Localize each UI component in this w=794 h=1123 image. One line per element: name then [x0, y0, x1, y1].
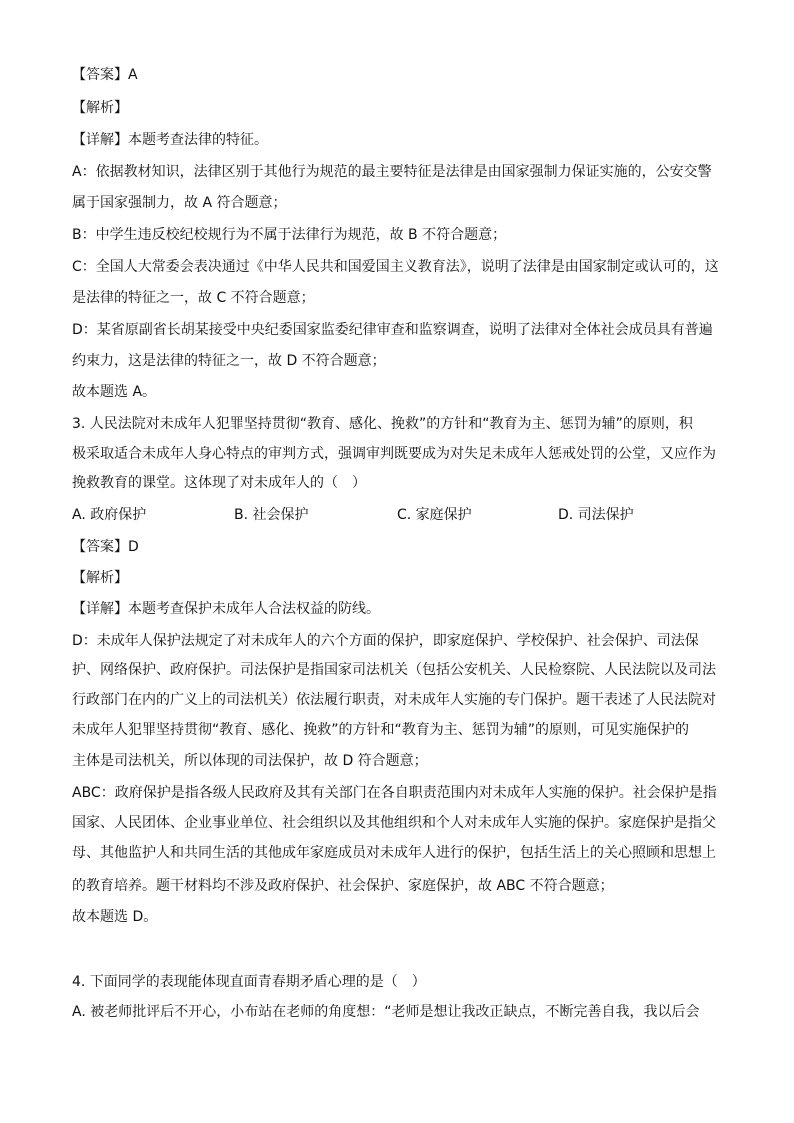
- q2-option-a-line2: 属于国家强制力，故 A 符合题意；: [72, 195, 287, 211]
- q2-option-b: B：中学生违反校纪校规行为不属于法律行为规范，故 B 不符合题意；: [72, 227, 507, 243]
- q2-analysis-heading: 【解析】: [72, 100, 128, 116]
- q3-answer: 【答案】D: [72, 539, 139, 555]
- q3-abc-line2: 国家、人民团体、企业事业单位、社会组织以及其他组织和个人对未成年人实施的保护。家庭保护是指父: [72, 815, 716, 831]
- q3-d-line1: D：未成年人保护法规定了对未成年人的六个方面的保护，即家庭保护、学校保护、社会保护、司法保: [72, 633, 699, 649]
- q3-abc-line4: 的教育培养。题干材料均不涉及政府保护、社会保护、家庭保护，故 ABC 不符合题意；: [72, 878, 614, 894]
- q3-abc-line3: 母、其他监护人和共同生活的其他成年家庭成员对未成年人进行的保护，包括生活上的关心照顾和思想上: [72, 845, 716, 861]
- q3-choice-c: C. 家庭保护: [397, 507, 472, 523]
- q4-choice-a-line1: A. 被老师批评后不开心，小布站在老师的角度想：“老师是想让我改正缺点，不断完善自我，我以后会: [72, 1004, 700, 1020]
- q3-stem-line3: 挽救教育的课堂。这体现了对未成年人的（ ）: [72, 475, 366, 491]
- q3-stem-line2: 极采取适合未成年人身心特点的审判方式，强调审判既要成为对失足未成年人惩戒处罚的公堂，又应作为: [72, 446, 716, 462]
- q3-d-line5: 主体是司法机关，所以体现的司法保护，故 D 符合题意；: [72, 753, 428, 769]
- q2-option-c-line1: C：全国人大常委会表决通过《中华人民共和国爱国主义教育法》，说明了法律是由国家制定或认可的，这: [72, 259, 719, 275]
- q3-choice-d: D. 司法保护: [558, 507, 634, 523]
- q3-stem-line1: 3. 人民法院对未成年人犯罪坚持贯彻“教育、感化、挽救”的方针和“教育为主、惩罚为辅”的原则，积: [72, 416, 693, 432]
- q2-detail: 【详解】本题考查法律的特征。: [72, 132, 268, 148]
- q3-choice-a: A. 政府保护: [72, 507, 147, 523]
- q2-option-a-line1: A：依据教材知识，法律区别于其他行为规范的最主要特征是法律是由国家强制力保证实施的，公安交警: [72, 164, 712, 180]
- q3-detail: 【详解】本题考查保护未成年人合法权益的防线。: [72, 601, 380, 617]
- q2-option-d-line1: D：某省原副省长胡某接受中央纪委国家监委纪律审查和监察调查，说明了法律对全体社会成员具有普遍: [72, 322, 713, 338]
- q3-d-line2: 护、网络保护、政府保护。司法保护是指国家司法机关（包括公安机关、人民检察院、人民法院以及司法: [72, 662, 716, 678]
- q3-d-line4: 未成年人犯罪坚持贯彻“教育、感化、挽救”的方针和“教育为主、惩罚为辅”的原则，可见实施保护的: [72, 722, 690, 738]
- q3-d-line3: 行政部门在内的广义上的司法机关）依法履行职责，对未成年人实施的专门保护。题干表述了人民法院对: [72, 692, 716, 708]
- q2-conclusion: 故本题选 A。: [72, 384, 157, 400]
- q3-abc-line1: ABC：政府保护是指各级人民政府及其有关部门在各自职责范围内对未成年人实施的保护。社会保护是指: [72, 785, 717, 801]
- q3-choice-b: B. 社会保护: [234, 507, 309, 523]
- q3-analysis-heading: 【解析】: [72, 570, 128, 586]
- q2-option-d-line2: 约束力，这是法律的特征之一，故 D 不符合题意；: [72, 353, 386, 369]
- q2-answer: 【答案】A: [72, 67, 138, 83]
- q2-option-c-line2: 是法律的特征之一，故 C 不符合题意；: [72, 290, 315, 306]
- q3-conclusion: 故本题选 D。: [72, 909, 158, 925]
- q4-stem: 4. 下面同学的表现能体现直面青春期矛盾心理的是（ ）: [72, 974, 426, 990]
